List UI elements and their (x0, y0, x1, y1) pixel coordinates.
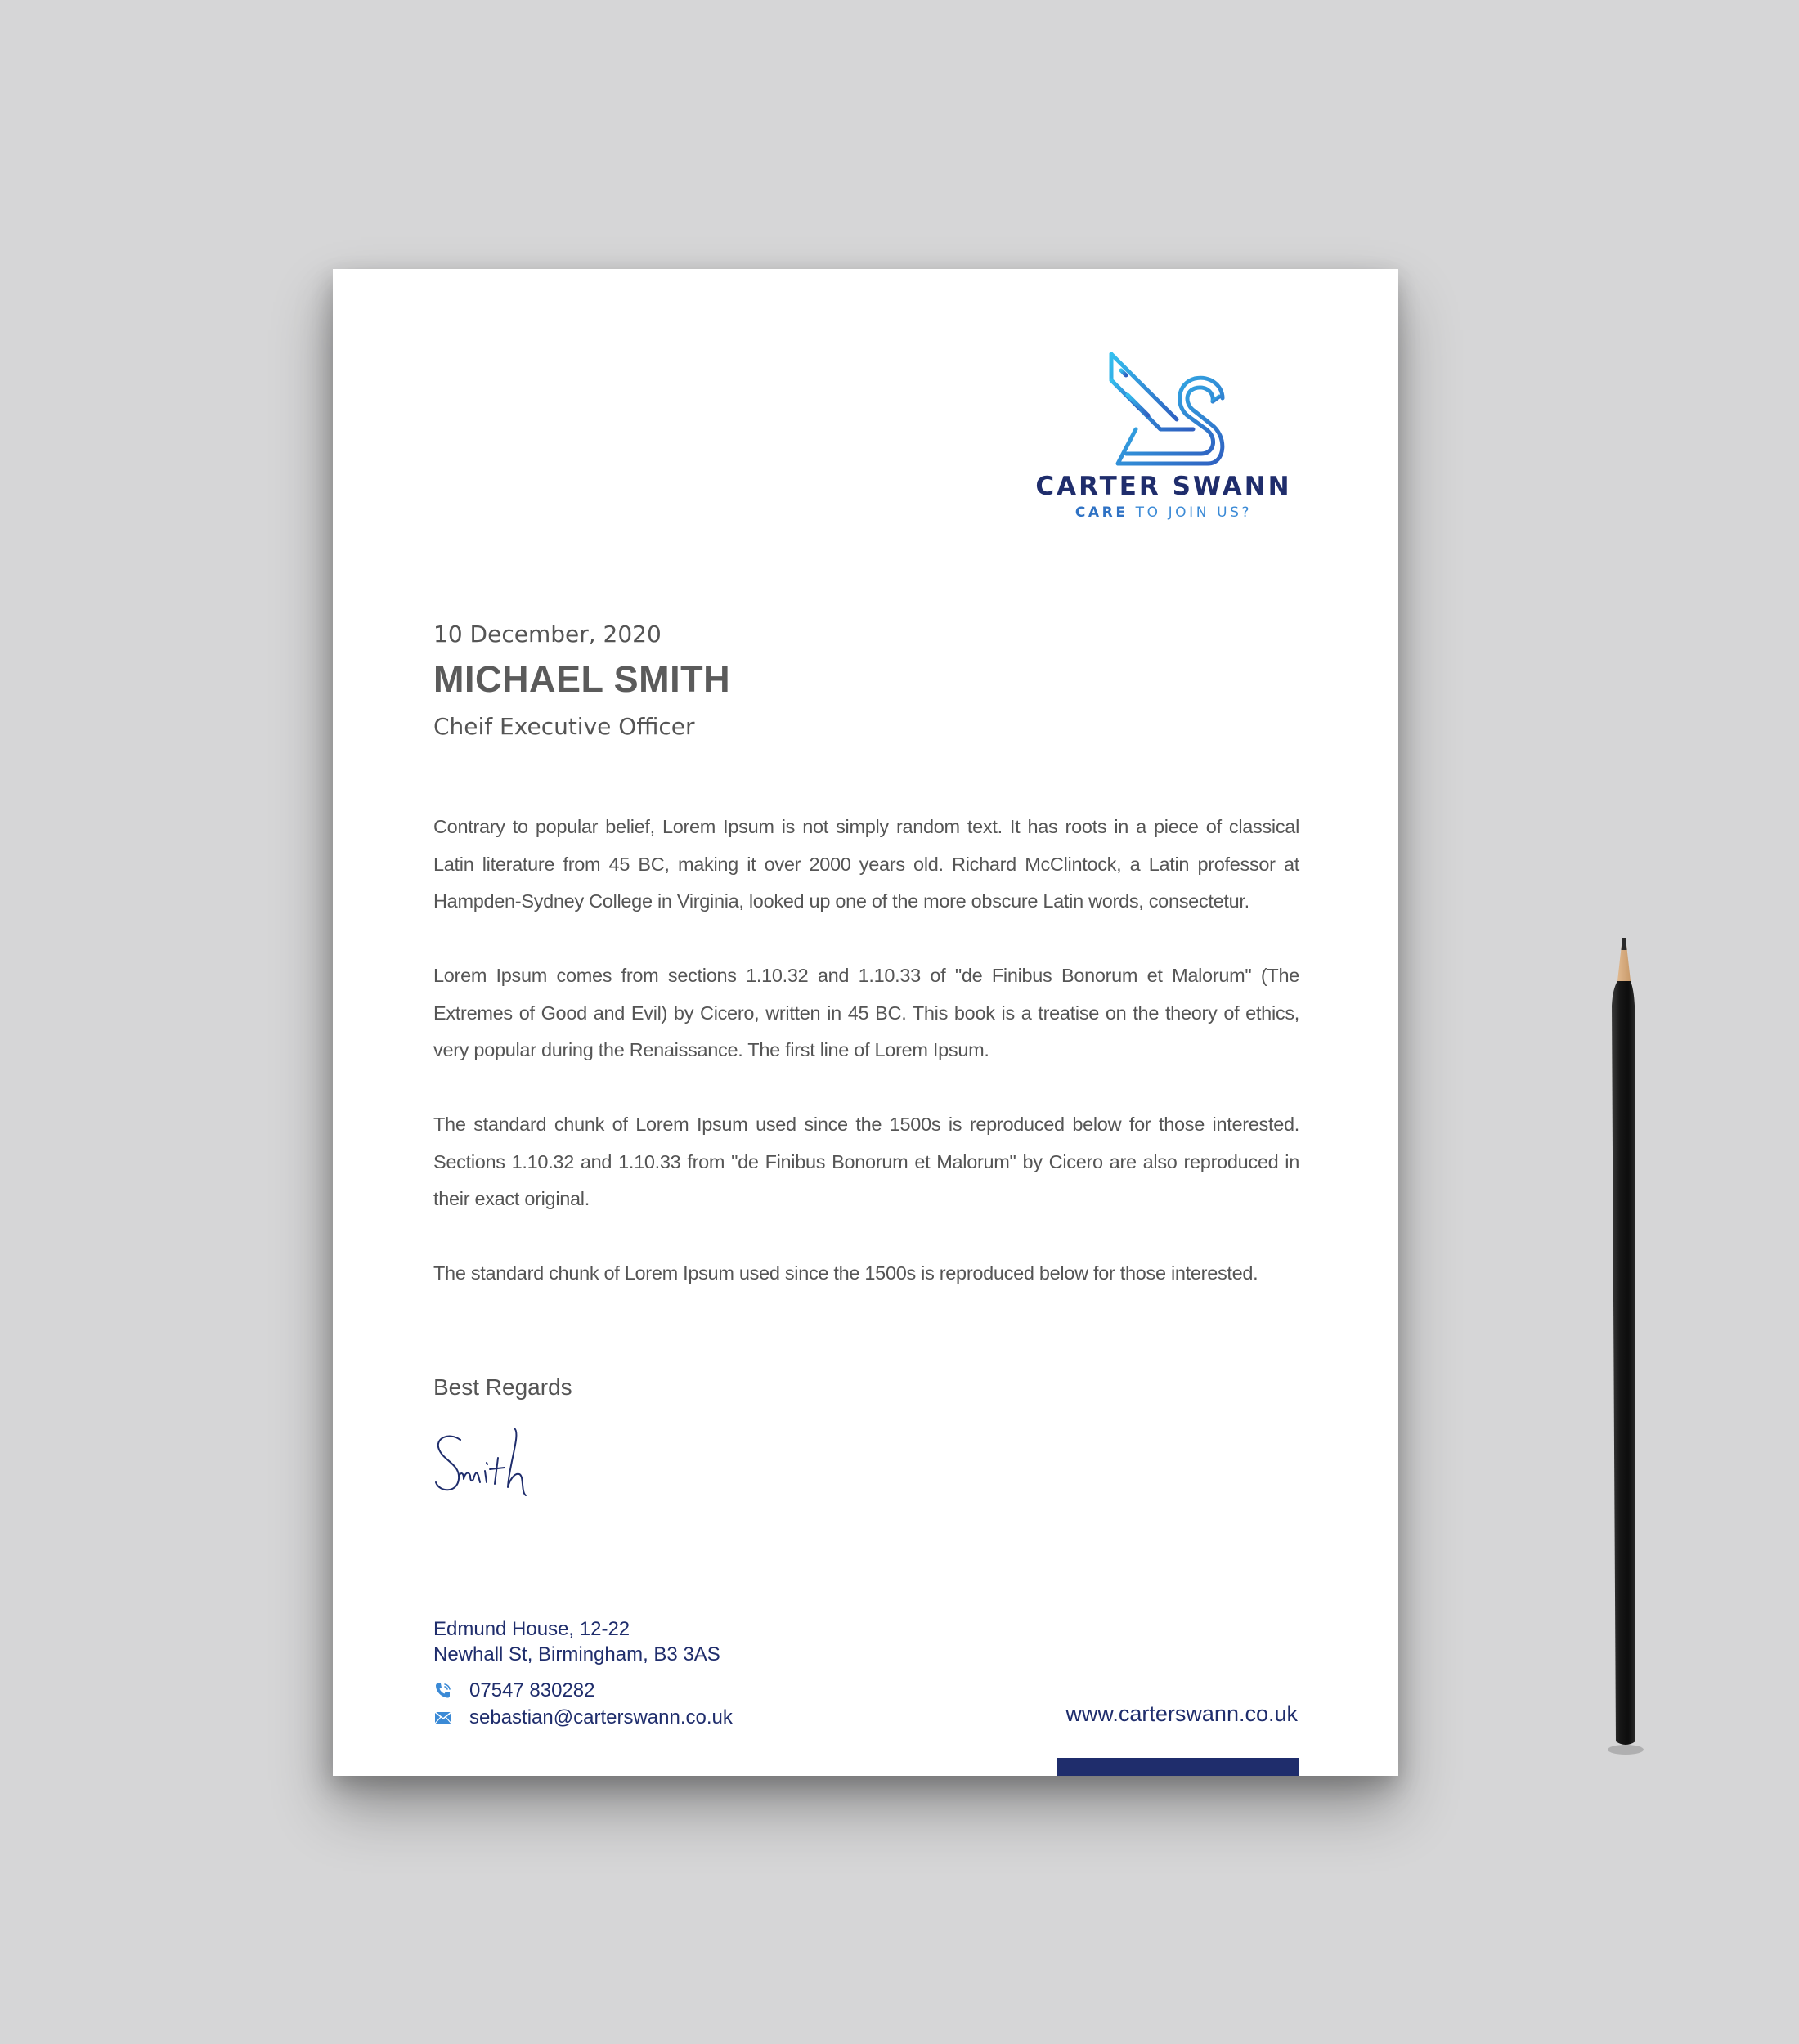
tagline-bold-word: CARE (1074, 504, 1128, 521)
phone-icon (433, 1681, 453, 1701)
brand-name: CARTER SWANN (1035, 472, 1292, 501)
address-line-2: Newhall St, Birmingham, B3 3AS (433, 1643, 720, 1665)
body-paragraph: Contrary to popular belief, Lorem Ipsum is not simply random text. It has roots in a piece of classical Latin literature from 45 BC, making it over 2000 years old. Richard McClintock, a Latin professor at Hampden-Sydney College in Virginia, looked up one of the more obscure Latin words, consectetur. (433, 816, 1299, 912)
company-logo (1025, 347, 1303, 521)
tagline-rest: TO JOIN US? (1128, 504, 1253, 521)
company-address (433, 1616, 720, 1667)
email-row (433, 1705, 733, 1731)
pencil (1595, 932, 1644, 1758)
letter-body (433, 809, 1299, 1329)
closing-text: Best Regards (433, 1374, 572, 1400)
body-paragraph: Lorem Ipsum comes from sections 1.10.32 and 1.10.33 of "de Finibus Bonorum et Malorum" (The Extremes of Good and Evil) by Cicero, written in 45 BC. This book is a treatise on the theory of ethics, very popular during the Renaissance. The first line of Lorem Ipsum. (433, 965, 1299, 1060)
email-address[interactable]: sebastian@carterswann.co.uk (469, 1706, 733, 1728)
website-link[interactable]: www.carterswann.co.uk (1065, 1701, 1298, 1726)
body-paragraph: The standard chunk of Lorem Ipsum used since the 1500s is reproduced below for those interested. (433, 1262, 1258, 1284)
letter-date: 10 December, 2020 (433, 621, 662, 648)
handwritten-signature (429, 1422, 568, 1512)
phone-row (433, 1678, 595, 1704)
recipient-name: MICHAEL SMITH (433, 658, 731, 700)
body-paragraph: The standard chunk of Lorem Ipsum used since the 1500s is reproduced below for those interested. Sections 1.10.32 and 1.10.33 from "de Finibus Bonorum et Malorum" by Cicero are also reproduced in their exact original. (433, 1114, 1299, 1209)
email-icon (433, 1708, 453, 1728)
swan-logo-icon (1103, 347, 1226, 470)
address-line-1: Edmund House, 12-22 (433, 1618, 630, 1640)
brand-tagline (1025, 504, 1303, 521)
recipient-title: Cheif Executive Officer (433, 713, 695, 740)
phone-number: 07547 830282 (469, 1679, 595, 1701)
letterhead-page (333, 269, 1398, 1776)
footer-accent-bar (1057, 1758, 1299, 1776)
